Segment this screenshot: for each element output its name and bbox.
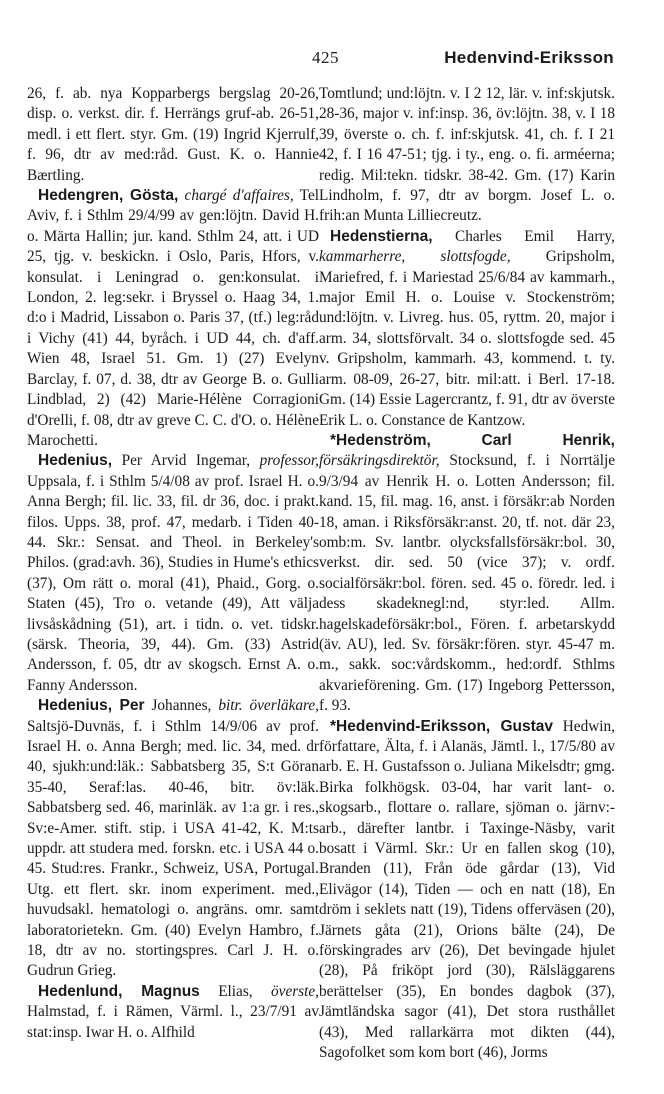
entry-given-names: Johannes,: [144, 697, 212, 715]
page-number: 425: [312, 48, 339, 67]
entry-name: Hedenlund, Magnus: [38, 982, 200, 1000]
entry-name: Hedenström, Carl Henrik,: [336, 431, 615, 449]
entry-text: Uppsala, f. i Sthlm 5/4/08 av prof. Israel H. o. Anna Bergh; fil. lic. 33, fil. dr 36, doc. i prakt. filos. Upps. 38, prof. 47, medarb. i Tiden 40-44. Skr.: Sensat. and Theol. in Berkeley's Philos. (grad:avh. 36), Studies in Hume's ethics (37), Om rätt o. moral (41), Phaid., Gorg. o. Staten (45), Tro o. vetande (49), Att välja livsåskådning (51), art. i tidn. o. vet. tidskr. (särsk. Theoria, 39, 44). Gm. (33) Astrid Andersson, f. 05, dtr av skogsch. Ernst A. o. Fanny Andersson.: [27, 472, 319, 694]
entry-occupation: chargé d'affaires,: [184, 187, 294, 205]
entry-continuation: [319, 84, 615, 227]
entry-given-names: Elias,: [199, 982, 253, 1000]
entry-name: Hedenstierna,: [330, 227, 433, 245]
entry-hedengren-gosta: [27, 186, 319, 451]
entry-continuation: [27, 84, 319, 186]
entry-hedenstrom-carl-henrik: [319, 431, 615, 717]
entry-name: Hedenius,: [38, 452, 113, 470]
entry-text: 26, f. ab. nya Kopparbergs bergslag 20-26, disp. o. verkst. dir. f. Herrängs gruf-ab. 26-51, medl. i ett flert. styr. Gm. (19) Ingrid Kjerrulf, f. 96, dtr av med:råd. Gust. K. o. Hannie Bærtling.: [27, 85, 319, 184]
page-header: [0, 48, 664, 72]
entry-given-names: Charles Emil Harry,: [432, 227, 615, 245]
entry-text: Halmstad, f. i Rämen, Värml. l., 23/7/91 av stat:insp. Iwar H. o. Alfhild: [27, 1003, 319, 1041]
entry-hedenstierna-harry: [319, 227, 615, 431]
entry-name: Hedengren, Gösta,: [38, 187, 179, 205]
entry-hedenvind-eriksson-gustav: [319, 717, 615, 1064]
entry-text: Gripsholm, Mariefred, f. i Mariestad 25/6/84 av kammarh., major Emil H. o. Louise v. Stockenström; und:löjtn. v. Livreg. hus. 05, ryttm. 20, major i arm. 34, slottsförvalt. 34 o. slottsfogde sed. 45 v. Gripsholm, kammarh. 43, kommend. t. ty. arm. 08-09, 26-27, bitr. mil:att. i Berl. 17-18. Gm. (14) Essie Lagercrantz, f. 91, dtr av överste Erik L. o. Constance de Kantzow.: [319, 248, 615, 429]
entry-name: Hedenius, Per: [38, 697, 145, 715]
entry-text: Stocksund, f. i Norrtälje 9/3/94 av Henrik H. o. Lotten Andersson; fil. kand. 15, fil. mag. 16, anst. i försäkr:ab Norden 18, aman. i Riksförsäkr:anst. 20, tf. not. där 23, omb:m. Sv. lantbr. olycksfallsförsäkr:bol. 30, verkst. dir. sed. 50 (vice 37); v. ordf. socialförsäkr:bol. fören. sed. 45 o. föredr. led. i dess skadeknegl:nd, styr:led. Allm. hagelskadeförsäkr:bol., Fören. f. arbetarskydd (äv. AU), led. Sv. försäkr:fören. styr. 45-47 m. m., sakk. soc:vårdskomm., hed:ordf. Sthlms akvarieförening. Gm. (17) Ingeborg Pettersson, f. 93.: [319, 452, 615, 715]
running-head: Hedenvind-Eriksson: [444, 48, 614, 67]
entry-text: Saltsjö-Duvnäs, f. i Sthlm 14/9/06 av prof. Israel H. o. Anna Bergh; med. lic. 34, med. dr 40, sjukh:und:läk.: Sabbatsberg 35, S:t Göran 35-40, Seraf:las. 40-46, bitr. öv:läk. Sabbatsberg sed. 46, marinläk. av 1:a gr. i res., Sv:e-Amer. stift. stip. i USA 41-42, K. M:ts uppdr. att studera med. forskn. etc. i USA 44 o. 45. Stud:res. Frankr., Schweiz, USA, Portugal. Utg. ett flert. skr. inom experiment. med., huvudsakl. hematologi o. angräns. omr. samt laboratorietekn. Gm. (40) Evelyn Hambro, f. 18, dtr av no. stortingspres. Carl J. H. o. Gudrun Grieg.: [27, 717, 319, 980]
entry-text: Tomtlund; und:löjtn. v. I 2 12, lär. v. inf:skjutsk. 28-36, major v. inf:insp. 36, öv:löjtn. 38, v. I 18 39, överste o. ch. f. inf:skjutsk. 41, ch. f. I 21 42, f. I 16 47-51; tjg. i ty., eng. o. fi. arméerna; redig. Mil:tekn. tidskr. 38-42. Gm. (17) Karin Lindholm, f. 97, dtr av borgm. Josef L. o. frih:an Munta Lilliecreutz.: [319, 85, 615, 225]
entry-text: Tel Aviv, f. i Sthlm 29/4/99 av gen:löjtn. David H. o. Märta Hallin; jur. kand. Sthlm 24, att. i UD 25, tjg. v. beskickn. i Oslo, Paris, Hfors, v. konsulat. i Leningrad o. gen:konsulat. i London, 2. leg:sekr. i Bryssel o. Haag 34, 1. d:o i Madrid, Lissabon o. Paris 37, (tf.) leg:råd i Vichy (41) 44, byråch. i UD 44, ch. d'aff. Wien 48, Israel 51. Gm. 1) (27) Evelyn Barclay, f. 07, d. 38, dtr av George B. o. Gulli Lindblad, 2) (42) Marie-Hélène Corragioni d'Orelli, f. 08, dtr av greve C. C. d'O. o. Hélène Marochetti.: [27, 187, 319, 449]
entry-occupation: överste,: [271, 982, 319, 1000]
entry-occupation: professor,: [259, 452, 319, 470]
entry-hedenlund-magnus: [27, 982, 319, 1043]
entry-occupation: bitr. överläkare,: [218, 697, 320, 715]
entry-star: *: [330, 717, 337, 735]
entry-name: Hedenvind-Eriksson, Gustav: [336, 717, 553, 735]
entry-hedenius-per-arvid-ingemar: [27, 451, 319, 696]
right-column: [319, 84, 615, 1064]
entry-occupation: kammarherre, slottsfogde,: [319, 248, 511, 266]
entry-star: *: [330, 431, 337, 449]
entry-occupation: försäkringsdirektör,: [319, 452, 440, 470]
entry-hedenius-per: [27, 696, 319, 982]
entry-given-names: Per Arvid Ingemar,: [112, 452, 251, 470]
left-column: [27, 84, 319, 1043]
entry-text: Hedwin, författare, Älta, f. i Alanäs, Jämtl. l., 17/5/80 av arb. E. H. Gustafsson o. Juliana Mikelsdtr; gmg. Birka folkhögsk. 03-04, har varit lant- o. skogsarb., flottare o. rallare, sjöman o. järnv:-arb., därefter lantbr. i Taxinge-Näsby, varit bosatt i Värml. Skr.: Ur en fallen skog (10), Branden (11), Från öde gårdar (13), Vid Elivägor (14), Tiden — och en natt (18), En dröm i seklets natt (19), Tidens offerväsen (20), Järnets gåta (21), Orions bälte (24), De förskingrades arv (26), Det bevingade hjulet (28), På friköpt jord (30), Rälsläggarens berättelser (35), En bondes dagbok (37), Jämtländska sagor (41), Det stora rusthållet (43), Med rallarkärra mot dikten (44), Sagofolket som kom bort (46), Jorms: [319, 717, 616, 1062]
